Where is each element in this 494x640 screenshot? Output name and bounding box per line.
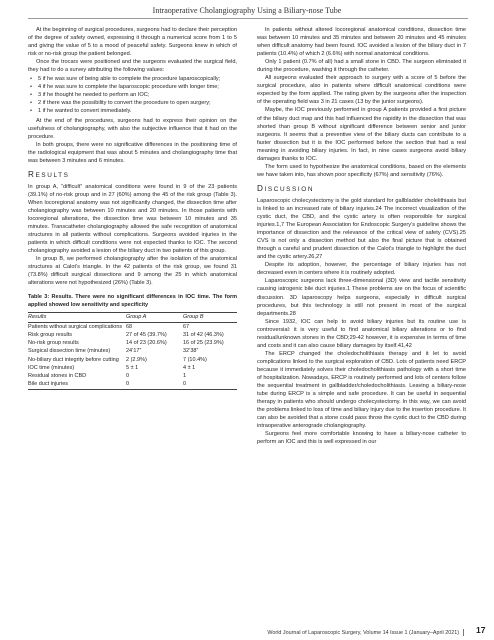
discussion-heading-rest: ISCUSSION	[264, 185, 315, 193]
table-row	[28, 340, 237, 348]
table-header-row	[28, 313, 237, 323]
paragraph: Once the trocars were positioned and the surgeons evaluated the surgical field, they had to do a survey attributing the following values:	[28, 59, 237, 74]
table-cell: 1	[183, 372, 187, 379]
table-cell: 32’38”	[183, 348, 199, 355]
table-cell: Surgical dissection time (minutes)	[28, 348, 111, 355]
left-column	[28, 26, 237, 390]
table-row	[28, 331, 237, 339]
table-header-cell: Group B	[183, 314, 204, 321]
table-row	[28, 348, 237, 356]
paragraph: In group A, “difficult” anatomical conditions were found in 9 of the 23 patients (39.1%) of no-risk group and in 27 (60%) among the 45 of the risk group (Table 3). When locoregional anatomy was not significantly changed, the dissection time after cholangiography was between 10 minutes and 20 minutes. In those patients with locoregional alterations, the dissection time was between 10 minutes and 35 minutes. Transcatheter cholangiography allowed the safe recognition of anatomical structures in all patients without complications. Surgeons avoided injuries in the patients in which difficult conditions were not expected thanks to IOC. The second cholangiography avoided a lesion of the biliary duct in two patients of this group.	[28, 183, 237, 255]
paragraph: Only 1 patient (0.7% of all) had a small stone in CBD. The surgeon eliminated it during the procedure, washing it through the catheter.	[257, 59, 466, 74]
table-header-cell: Results	[28, 314, 47, 321]
table-row	[28, 364, 237, 372]
list-item: • 4 if he was sure to complete the laparoscopic procedure with longer time;	[38, 83, 237, 91]
paragraph: Since 1932, IOC can help to avoid biliary injuries but its routine use is controversial: it is very useful to find anatomical biliary alterations or to find residual/unknown stones in the CBD;29-42 however, it is expensive in terms of time and costs and it can also cause biliary damages by itself.41,42	[257, 318, 466, 349]
paragraph: At the end of the procedures, surgeons had to express their opinion on the usefulness of cholangiography, with also the subjective influence that it had on the procedure.	[28, 117, 237, 140]
table-cell: 24’17”	[126, 348, 142, 355]
results-table	[28, 312, 237, 390]
table-cell: Patients without surgical complications	[28, 323, 123, 330]
table-cell: 0	[126, 381, 130, 388]
journal-footer	[258, 629, 468, 636]
paragraph: The ERCP changed the choledocholithiasis therapy and it let to avoid complications linked to the surgical exploration of CBD. Lots of patients need ERCP because it immediately solves their choledocholithiasis pathology with a short time of hospitalization. Nowadays, ERCP is routinely performed and lots of centers follow the sequential treatment in gallbladder/choledocholithiasis. Leaving a biliary-nose tube during ERCP is a simple and safe procedure. It can be useful in sequential therapy in patients who should undergo cholecystectomy. In this way, we can avoid the problems linked to loss of time and biliary injury due to the insertion procedure. It can also be avoided that a stone could pass throw the cystic duct to the CBD during intraoperative anterograde cholangiography.	[257, 350, 466, 430]
table-cell: 16 of 25 (23.9%)	[183, 340, 224, 347]
table-caption: Table 3: Results. There were no significant differences in IOC time. The form applied showed low sensitivity and specificity	[28, 294, 237, 308]
table-row	[28, 323, 237, 332]
table-cell: 4 ± 1	[183, 364, 196, 371]
table-row	[28, 356, 237, 364]
table-cell: Risk group results	[28, 332, 73, 339]
paragraph: Surgeons feel more comfortable knowing to have a biliary-nose catheter to perform an IOC and this is well expressed in our	[257, 431, 466, 446]
table-cell: 5 ± 1	[126, 364, 139, 371]
paragraph: In both groups, there were no significative differences in the positioning time of the radiological equipment that was about 5 minutes and cholangiography time that was between 3 minutes and 6 minutes.	[28, 141, 237, 164]
list-item: • 3 if he thought he needed to perform an IOC;	[38, 91, 237, 99]
page-number: 17	[476, 625, 486, 635]
running-head: Intraoperative Cholangiography Using a Biliary-nose Tube	[152, 6, 342, 15]
right-column	[257, 26, 466, 446]
list-item: • 1 if he wanted to convert immediately.	[38, 107, 237, 115]
discussion-heading	[257, 185, 466, 194]
discussion-heading-initial: D	[257, 183, 265, 193]
table-row	[28, 372, 237, 380]
table-cell: 2 (2.9%)	[126, 356, 147, 363]
paragraph: Despite its adoption, however, the percentage of biliary injuries has not decreased even in centers where it is routinely adopted.	[257, 262, 466, 277]
table-cell: No-biliary duct integrity before cutting	[28, 356, 119, 363]
table-cell: Residual stones in CBD	[28, 372, 87, 379]
table-cell: 7 (10.4%)	[183, 356, 207, 363]
paragraph: In group B, we performed cholangiography after the isolation of the anatomical structures at Calot’s triangle. In the 42 patients of the risk group, we found 31 (73.8%) difficult surgical dissections and 9 among the 25 in which anatomical alterations were not hypothesized (26%) (Table 3).	[28, 256, 237, 287]
paragraph: The form used to hypothesize the anatomical conditions, based on the elements we have taken into, has shown poor specificity (67%) and sensitivity (76%).	[257, 163, 466, 178]
table-cell: 14 of 23 (20.6%)	[126, 340, 167, 347]
table-cell: 67	[183, 323, 190, 330]
table-cell: IOC time (minutes)	[28, 364, 75, 371]
list-item: • 5 if he was sure of being able to complete the procedure laparoscopically;	[38, 75, 237, 83]
table-cell: 68	[126, 323, 133, 330]
table-header-cell: Group A	[126, 314, 147, 321]
table-cell: No-risk group results	[28, 340, 79, 347]
journal-citation: World Journal of Laparoscopic Surgery, Volume 14 Issue 1 (January–April 2021)	[267, 629, 459, 636]
footer-divider	[463, 629, 464, 636]
table-cell: 0	[183, 381, 187, 388]
results-heading-rest: ESULTS	[35, 171, 70, 179]
paragraph: Maybe, the IOC previously performed in group A patients provided a first picture of the biliary duct map and this had influenced the rapidity in the dissection that was shorted than group B without significant difference between senior and junior surgeons. It seems that a preventive view of the biliary ducts can contribute to a faster dissection but it is the IOC performed before the section that had a real meaning in avoiding biliary injuries. In fact, in nine cases surgeons avoid biliary damages thanks to IOC.	[257, 107, 466, 162]
paragraph: All surgeons evaluated their approach to surgery with a score of 5 before the surgical procedure, also in patients where difficult anatomical conditions were expected by the form applied. The rating given by the surgeons after the inspection of the operating field was 3 in 21 cases (13 by the junior surgeons).	[257, 75, 466, 106]
paragraph: At the beginning of surgical procedures, surgeons had to declare their perception of the degree of safety owned, expressing it through a numerical score from 1 to 5 and giving the value of 5 to a mood of peaceful safety. Surgeons knew in which of risk or no-risk group the patient belonged.	[28, 27, 237, 58]
paragraph: Laparoscopic cholecystectomy is the gold standard for gallbladder cholelithiasis but is linked to an increased rate of biliary injuries.24 The incorrect visualization of the cystic duct, the CBD, and the cystic artery is often responsible for surgical injuries.1,7 The European Association for Endoscopic Surgery’s guideline shows the importance of dissection and the relevance of the critical view of safety (CVS).25 CVS is not only a dissection method but also the final picture that is obtained through a careful and prudent dissection of the Calot’s triangle to highlight the duct and the cystic artery.26,27	[257, 197, 466, 261]
table-cell: 31 of 42 (46.3%)	[183, 332, 224, 339]
paragraph: Laparoscopic surgeons lack three-dimensional (3D) view and tactile sensitivity causing iatrogenic bile duct injuries.1 These problems are on the focus of scientific discussion. 3D laparoscopy helps surgeons, especially in difficult surgical procedures, but this technology is still not present in most of the surgical departments.28	[257, 278, 466, 317]
results-heading	[28, 171, 237, 180]
table-cell: 0	[126, 372, 130, 379]
table-cell: 27 of 45 (39.7%)	[126, 332, 167, 339]
list-item: • 2 if there was the possibility to convert the procedure to open surgery;	[38, 99, 237, 107]
table-row	[28, 381, 237, 390]
score-list	[28, 75, 237, 115]
table-cell: Bile duct injuries	[28, 381, 69, 388]
paragraph: In patients without altered locoregional anatomical conditions, dissection time was between 10 minutes and 35 minutes and between 20 minutes and 45 minutes when difficult anatomy had been found. IOC avoided a lesion of the biliary duct in 7 patients (10.4%) of which 2 (6.6%) with normal anatomical conditions.	[257, 27, 466, 58]
header-divider	[28, 18, 468, 19]
results-heading-initial: R	[28, 169, 36, 179]
